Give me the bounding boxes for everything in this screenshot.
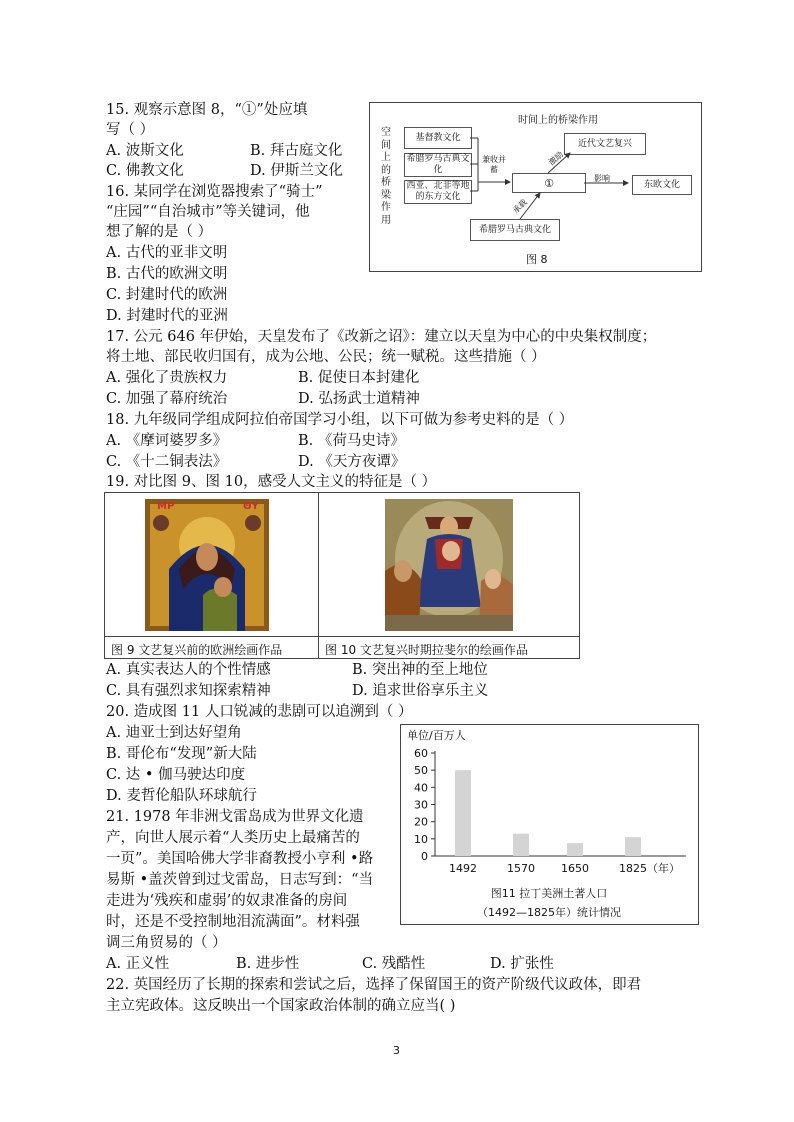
box-xila-1: 希腊罗马古典文化 bbox=[404, 153, 472, 177]
chart-y-tick-label: 60 bbox=[414, 747, 428, 760]
figure-8 bbox=[369, 102, 702, 272]
q18-option-c[interactable]: C. 《十二铜表法》 bbox=[106, 454, 228, 470]
figure-8-arrows bbox=[370, 103, 701, 271]
q20-option-a[interactable]: A. 迪亚士到达好望角 bbox=[106, 725, 242, 741]
chart-y-tick-label: 30 bbox=[414, 798, 428, 812]
q17-stem-line2: 将土地、部民收归国有，成为公地、公民；统一赋税。这些措施（ ） bbox=[106, 349, 546, 365]
figure-9-10-panel bbox=[104, 492, 580, 659]
figure-9-mark-right: ΘY bbox=[243, 501, 259, 512]
chart-x-tick-label-1492: 1492 bbox=[449, 862, 477, 875]
q15-option-a[interactable]: A. 波斯文化 bbox=[106, 143, 184, 159]
figure-11-chart bbox=[400, 724, 699, 925]
arrow-label-fanyi: 激励 bbox=[546, 149, 566, 168]
q21-stem-line4: 易斯 •盖茨曾到过戈雷岛，日志写到：“当 bbox=[106, 872, 374, 888]
q22-stem-line1: 22. 英国经历了长期的探索和尝试之后，选择了保留国王的资产阶级代议政体，即君 bbox=[106, 977, 642, 993]
q19-option-a[interactable]: A. 真实表达人的个性情感 bbox=[106, 662, 271, 678]
figure-11-chart-svg bbox=[401, 725, 698, 924]
q18-option-d[interactable]: D. 《天方夜谭》 bbox=[298, 454, 406, 470]
q21-stem-line1: 21. 1978 年非洲戈雷岛成为世界文化遗 bbox=[106, 809, 364, 825]
q21-option-a[interactable]: A. 正义性 bbox=[106, 956, 170, 972]
chart-y-tick-label: 20 bbox=[414, 815, 428, 829]
q16-stem-line2: “庄园”“自治城市”等关键词，他 bbox=[106, 204, 310, 220]
q18-option-b[interactable]: B. 《荷马史诗》 bbox=[298, 433, 405, 449]
arrow-label-jianshou: 兼收并蓄 bbox=[482, 155, 506, 174]
q16-option-a[interactable]: A. 古代的亚非文明 bbox=[106, 245, 228, 261]
chart-bar-1570 bbox=[513, 834, 529, 856]
chart-caption-line2: （1492—1825年）统计情况 bbox=[477, 906, 621, 919]
q21-option-d[interactable]: D. 扩张性 bbox=[490, 956, 554, 972]
q17-stem-line1: 17. 公元 646 年伊始，天皇发布了《改新之诏》：建立以天皇为中心的中央集权制度； bbox=[106, 329, 657, 345]
q17-option-b[interactable]: B. 促使日本封建化 bbox=[298, 370, 420, 386]
figure-9-caption: 图 9 文艺复兴前的欧洲绘画作品 bbox=[111, 643, 283, 657]
figure-10-caption: 图 10 文艺复兴时期拉斐尔的绘画作品 bbox=[325, 643, 528, 657]
chart-bar-1650 bbox=[567, 843, 583, 856]
box-xiou: 东欧文化 bbox=[632, 175, 692, 195]
figure-8-side-label: 空 间 上 的 桥 梁 作 用 bbox=[381, 127, 391, 226]
figure-9-icon-painting bbox=[145, 499, 269, 631]
chart-y-tick-label: 40 bbox=[414, 781, 428, 795]
page-number: 3 bbox=[393, 1044, 400, 1057]
box-jindai: 近代文艺复兴 bbox=[564, 133, 646, 155]
figure-8-title: 时间上的桥梁作用 bbox=[518, 115, 598, 126]
arrow-label-yingxiang: 影响 bbox=[594, 174, 610, 183]
chart-caption-line1: 图11 拉丁美洲土著人口 bbox=[490, 887, 608, 900]
q17-option-a[interactable]: A. 强化了贵族权力 bbox=[106, 370, 228, 386]
q18-option-a[interactable]: A. 《摩诃婆罗多》 bbox=[106, 433, 228, 449]
q20-stem: 20. 造成图 11 人口锐减的悲剧可以追溯到（ ） bbox=[106, 704, 413, 720]
q16-option-d[interactable]: D. 封建时代的亚洲 bbox=[106, 308, 228, 324]
chart-bar-1825 bbox=[625, 837, 641, 856]
q22-stem-line2: 主立宪政体。这反映出一个国家政治体制的确立应当( ) bbox=[106, 998, 456, 1014]
q19-option-d[interactable]: D. 追求世俗享乐主义 bbox=[352, 683, 489, 699]
q21-stem-line6: 时，还是不受控制地泪流满面”。材料强 bbox=[106, 914, 360, 930]
q17-option-d[interactable]: D. 弘扬武士道精神 bbox=[298, 391, 420, 407]
chart-y-tick-label: 50 bbox=[414, 764, 428, 778]
q21-option-c[interactable]: C. 残酷性 bbox=[362, 956, 426, 972]
box-center-blank: ① bbox=[512, 173, 586, 193]
q20-option-b[interactable]: B. 哥伦布“发现”新大陆 bbox=[106, 746, 257, 762]
q21-stem-line2: 产，向世人展示着“人类历史上最痛苦的 bbox=[106, 830, 360, 846]
chart-unit-label: 单位/百万人 bbox=[407, 729, 466, 742]
q16-stem-line3: 想了解的是（ ） bbox=[106, 224, 213, 240]
figure-8-caption: 图 8 bbox=[526, 253, 548, 266]
q20-option-c[interactable]: C. 达 • 伽马驶达印度 bbox=[106, 767, 246, 783]
box-xila-2: 希腊罗马古典文化 bbox=[470, 219, 560, 241]
figure-9-mark-left: MP bbox=[157, 501, 175, 512]
q16-option-b[interactable]: B. 古代的欧洲文明 bbox=[106, 266, 228, 282]
q15-option-c[interactable]: C. 佛教文化 bbox=[106, 163, 184, 179]
q17-option-c[interactable]: C. 加强了幕府统治 bbox=[106, 391, 228, 407]
q19-option-c[interactable]: C. 具有强烈求知探索精神 bbox=[106, 683, 271, 699]
q16-stem-line1: 16. 某同学在浏览器搜索了“骑士” bbox=[106, 184, 323, 200]
q15-stem-line2: 写（ ） bbox=[106, 122, 155, 138]
q15-option-d[interactable]: D. 伊斯兰文化 bbox=[250, 163, 343, 179]
chart-x-tick-label-1570: 1570 bbox=[507, 862, 535, 875]
chart-y-tick-label: 0 bbox=[421, 850, 428, 863]
figure-10-sistine-madonna-painting bbox=[385, 499, 513, 631]
q16-option-c[interactable]: C. 封建时代的欧洲 bbox=[106, 287, 228, 303]
chart-y-tick-label: 10 bbox=[414, 832, 428, 846]
chart-bar-1492 bbox=[455, 770, 471, 856]
chart-x-tick-label-1825: 1825（年） bbox=[619, 862, 680, 875]
arrow-label-chengzai: 承载 bbox=[511, 197, 529, 216]
q21-option-b[interactable]: B. 进步性 bbox=[236, 956, 300, 972]
q19-option-b[interactable]: B. 突出神的至上地位 bbox=[352, 662, 488, 678]
q19-stem: 19. 对比图 9、图 10，感受人文主义的特征是（ ） bbox=[106, 474, 437, 490]
box-jidujiao: 基督教文化 bbox=[404, 127, 472, 149]
q20-option-d[interactable]: D. 麦哲伦船队环球航行 bbox=[106, 788, 257, 804]
q15-stem-line1: 15. 观察示意图 8，“①”处应填 bbox=[106, 102, 308, 118]
q21-stem-line7: 调三角贸易的（ ） bbox=[106, 935, 227, 951]
q15-option-b[interactable]: B. 拜古庭文化 bbox=[250, 143, 343, 159]
chart-x-tick-label-1650: 1650 bbox=[561, 862, 589, 875]
q21-stem-line5: 走进为‘残疾和虚弱’的奴隶准备的房间 bbox=[106, 893, 348, 909]
q21-stem-line3: 一页”。美国哈佛大学非裔教授小亨利 •路 bbox=[106, 851, 374, 867]
box-xiya: 西亚、北非等地的东方文化 bbox=[404, 180, 472, 204]
q18-stem: 18. 九年级同学组成阿拉伯帝国学习小组，以下可做为参考史料的是（ ） bbox=[106, 412, 574, 428]
